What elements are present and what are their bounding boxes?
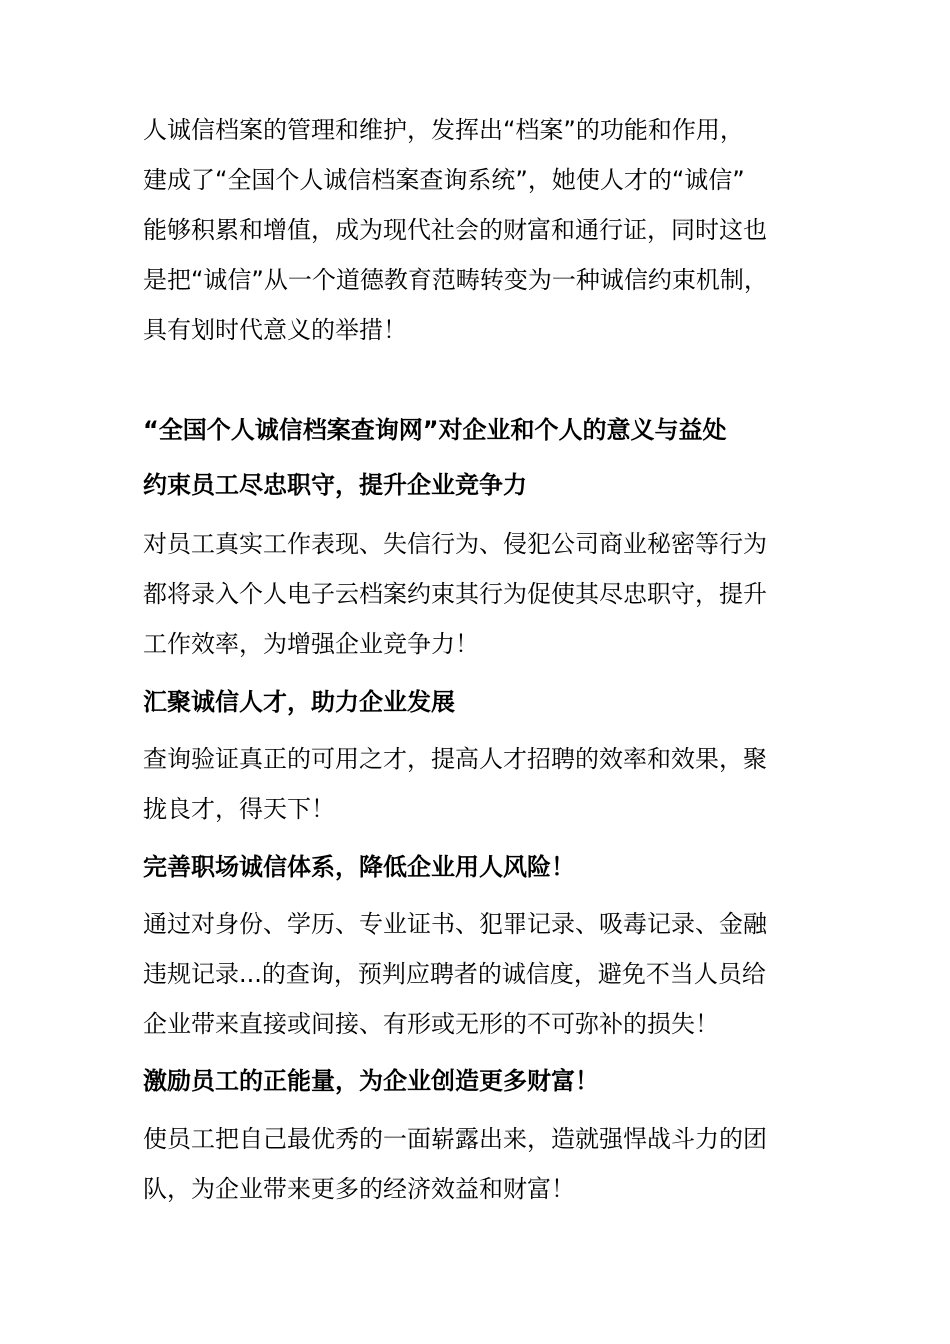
section-paragraph [143,519,823,669]
section-line: 使员工把自己最优秀的一面崭露出来，造就强悍战斗力的团 [143,1125,767,1153]
section-heading: 汇聚诚信人才，助力企业发展 [143,688,455,716]
intro-line: 能够积累和增值，成为现代社会的财富和通行证，同时这也 [143,216,767,244]
main-heading: “全国个人诚信档案查询网”对企业和个人的意义与益处 [143,416,727,444]
section-line: 工作效率，为增强企业竞争力！ [143,630,479,658]
intro-line: 人诚信档案的管理和维护，发挥出“档案”的功能和作用， [143,116,744,144]
section-line: 违规记录...的查询，预判应聘者的诚信度，避免不当人员给 [143,960,766,988]
section-line: 对员工真实工作表现、失信行为、侵犯公司商业秘密等行为 [143,530,767,558]
section-paragraph [143,734,823,834]
section-line: 通过对身份、学历、专业证书、犯罪记录、吸毒记录、金融 [143,910,767,938]
section-line: 都将录入个人电子云档案约束其行为促使其尽忠职守，提升 [143,580,767,608]
section-paragraph [143,899,823,1049]
section-heading: 激励员工的正能量，为企业创造更多财富！ [143,1067,599,1095]
section-paragraph [143,1114,823,1214]
intro-line: 建成了“全国个人诚信档案查询系统”，她使人才的“诚信” [143,166,745,194]
section-line: 拢良才，得天下！ [143,795,335,823]
section-line: 队，为企业带来更多的经济效益和财富！ [143,1175,575,1203]
section-line: 企业带来直接或间接、有形或无形的不可弥补的损失！ [143,1010,719,1038]
section-heading: 约束员工尽忠职守，提升企业竞争力 [143,471,527,499]
section-line: 查询验证真正的可用之才，提高人才招聘的效率和效果，聚 [143,745,767,773]
intro-paragraph [143,105,823,355]
intro-line: 是把“诚信”从一个道德教育范畴转变为一种诚信约束机制， [143,266,768,294]
section-heading: 完善职场诚信体系，降低企业用人风险！ [143,853,575,881]
intro-line: 具有划时代意义的举措！ [143,316,407,344]
